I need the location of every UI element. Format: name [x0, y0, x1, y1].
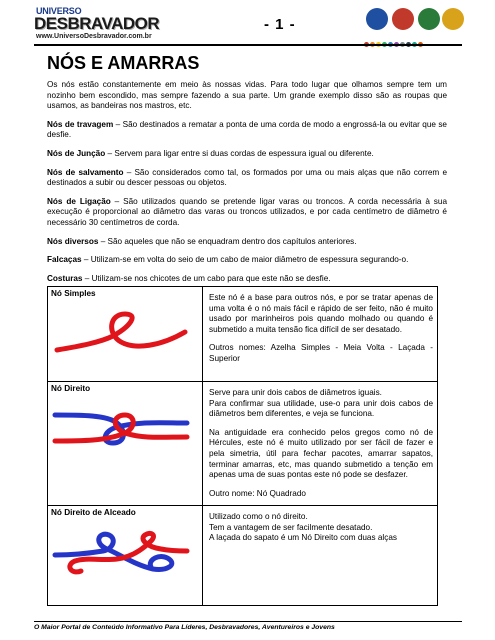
logo-line2: DESBRAVADOR — [34, 14, 160, 33]
table-row — [48, 287, 438, 382]
knot-image-cell — [48, 382, 203, 506]
knot-history: Na antiguidade era conhecido pelos gregos como nó de Hércules, este nó é muito utilizado por ser fácil de fazer e pela simetria, útil para fechar pacotes, amarrar sapatos, terminar amarras, etc, mas quando submetido a tenção em apenas uma de suas pontas este nó pode se desfazer. — [209, 427, 433, 480]
knot-type-paragraph: Nós de travagem – São destinados a rematar a ponta de uma corda de modo a engrossá-la ou evitar que se desfie. — [47, 119, 447, 140]
table-row — [48, 506, 438, 606]
page-number: - 1 - — [264, 16, 296, 33]
knot-type-paragraph: Falcaças – Utilizam-se em volta do seio de um cabo de maior diâmetro de espessura segurando-o. — [47, 255, 409, 265]
header-divider — [34, 44, 462, 46]
knot-other-names: Outros nomes: Azelha Simples - Meia Volta - Laçada - Superior — [209, 343, 433, 363]
emblem-4-icon — [442, 8, 464, 30]
page-header — [34, 6, 462, 42]
logo-url: www.UniversoDesbravador.com.br — [36, 33, 152, 40]
emblem-2-icon — [392, 8, 414, 30]
knot-type-paragraph: Nós diversos – São aqueles que não se enquadram dentro dos capítulos anteriores. — [47, 236, 357, 246]
knot-name: Nó Direito de Alceado — [51, 508, 136, 517]
knots-table — [47, 286, 438, 606]
knot-type-paragraph: Nós de salvamento – São considerados como tal, os formados por uma ou mais alças que não correm e destinados a subir ou descer pessoas ou objetos. — [47, 167, 447, 188]
knot-name: Nó Direito — [51, 384, 91, 393]
knot-description: Utilizado como o nó direito. Tem a vantagem de ser facilmente desatado. A laçada do sapato é um Nó Direito com duas alças — [209, 512, 397, 543]
intro-content — [47, 80, 447, 292]
knot-description-cell — [203, 382, 438, 506]
square-knot-illustration — [51, 401, 191, 456]
knot-description: Este nó é a base para outros nós, e por se tratar apenas de uma volta é o nó mais fácil e rápido de ser feito, não é muito usado por marinheiros pois quando molhado ou quando é submetido a muita tensão fica difícil de ser desatado. — [209, 293, 433, 334]
knot-description-cell — [203, 287, 438, 382]
club-emblems — [364, 8, 464, 42]
page-title: NÓS E AMARRAS — [47, 53, 200, 73]
emblem-1-icon — [366, 8, 388, 30]
knot-image-cell — [48, 287, 203, 382]
emblem-3-icon — [418, 8, 440, 30]
knot-type-paragraph: Nós de Ligação – São utilizados quando se pretende ligar varas ou troncos. A corda necessária à sua execução é proporcional ao diâmetro das varas ou troncos utilizados, e por cada centímetro de diâmetro é necessário 30 centímetros de corda. — [47, 196, 448, 227]
logo-line1: UNIVERSO — [36, 6, 82, 16]
knot-type-paragraph: Costuras – Utilizam-se nos chicotes de um cabo para que este não se desfie. — [47, 273, 331, 283]
intro-paragraph: Os nós estão constantemente em meio às nossas vidas. Para todo lugar que olhamos sempre tem um nozinho bem escondido, mas sempre fazendo a sua parte. Um grande exemplo disso são as roupas que usamos, as bandeiras nos mastros, etc. — [47, 80, 447, 111]
knot-description-cell — [203, 506, 438, 606]
knot-image-cell — [48, 506, 203, 606]
footer-divider — [34, 621, 462, 622]
overhand-knot-illustration — [51, 306, 191, 366]
knot-type-paragraph: Nós de Junção – Servem para ligar entre si duas cordas de espessura igual ou diferente. — [47, 148, 374, 158]
table-row — [48, 382, 438, 506]
knot-other-names: Outro nome: Nó Quadrado — [209, 488, 306, 498]
universo-desbravador-logo[interactable] — [34, 6, 164, 42]
knot-description: Serve para unir dois cabos de diâmetros iguais. Para confirmar sua utilidade, use-o para unir dois cabos de diâmetros bem diferentes, e veja se funciona. — [209, 388, 433, 419]
knot-name: Nó Simples — [51, 289, 96, 298]
colored-dots-row — [364, 34, 439, 40]
slipped-square-knot-illustration — [51, 525, 191, 585]
page-footer: O Maior Portal de Conteúdo Informativo Para Líderes, Desbravadores, Aventureiros e Jovens — [34, 624, 335, 631]
